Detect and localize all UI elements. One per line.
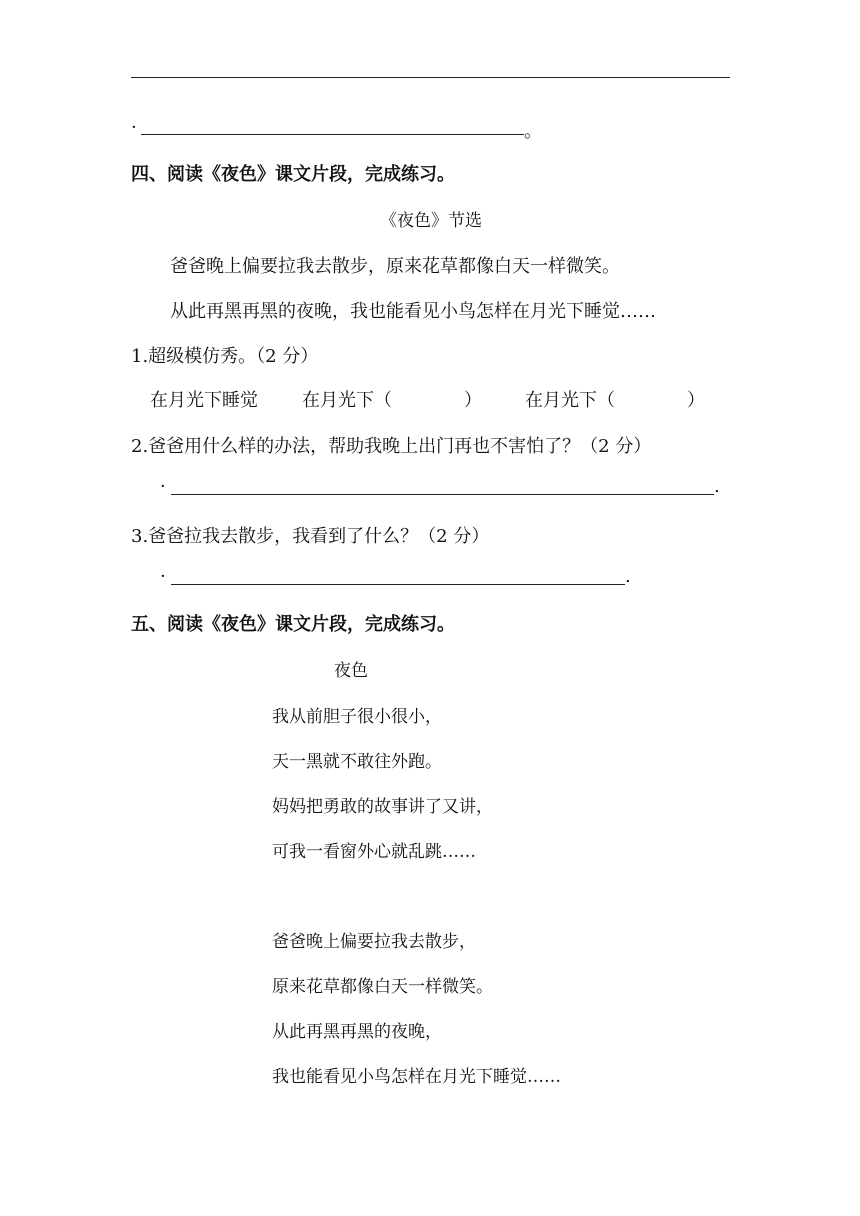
excerpt-line-1: 爸爸晚上偏要拉我去散步，原来花草都像白天一样微笑。 (170, 256, 620, 277)
q3-answer-line[interactable] (171, 584, 625, 585)
poem-line: 原来花草都像白天一样微笑。 (272, 977, 493, 997)
q1-blank-1[interactable]: 在月光下（ ） (302, 390, 482, 411)
top-answer-blank (141, 134, 524, 135)
q2-answer-dot: · (160, 476, 166, 497)
poem-title: 夜色 (334, 661, 368, 681)
q3-answer-dot: · (160, 566, 166, 587)
q2-answer-end: . (714, 476, 720, 497)
q1-example: 在月光下睡觉 (150, 390, 258, 411)
top-answer-dot: · (131, 117, 137, 138)
q2-answer-line[interactable] (171, 494, 714, 495)
question-3: 3.爸爸拉我去散步，我看到了什么？（2 分） (131, 526, 490, 547)
poem-line: 可我一看窗外心就乱跳…… (272, 842, 476, 862)
excerpt-line-2: 从此再黑再黑的夜晚，我也能看见小鸟怎样在月光下睡觉…… (170, 301, 656, 322)
question-1: 1.超级模仿秀。（2 分） (131, 346, 319, 367)
excerpt-title: 《夜色》节选 (380, 211, 482, 231)
poem-line: 天一黑就不敢往外跑。 (272, 752, 442, 772)
q1-blank-2[interactable]: 在月光下（ ） (525, 390, 705, 411)
question-2: 2.爸爸用什么样的办法，帮助我晚上出门再也不害怕了？（2 分） (131, 436, 652, 457)
poem-line: 爸爸晚上偏要拉我去散步， (272, 932, 476, 952)
q3-answer-end: . (625, 566, 631, 587)
poem-line: 从此再黑再黑的夜晚， (272, 1022, 442, 1042)
section4-heading: 四、阅读《夜色》课文片段，完成练习。 (131, 164, 455, 185)
poem-line: 妈妈把勇敢的故事讲了又讲， (272, 797, 493, 817)
section5-heading: 五、阅读《夜色》课文片段，完成练习。 (131, 614, 455, 635)
poem-line: 我也能看见小鸟怎样在月光下睡觉…… (272, 1067, 561, 1087)
poem-line: 我从前胆子很小很小， (272, 707, 442, 727)
top-answer-line (131, 77, 730, 78)
top-answer-end: 。 (524, 121, 542, 142)
